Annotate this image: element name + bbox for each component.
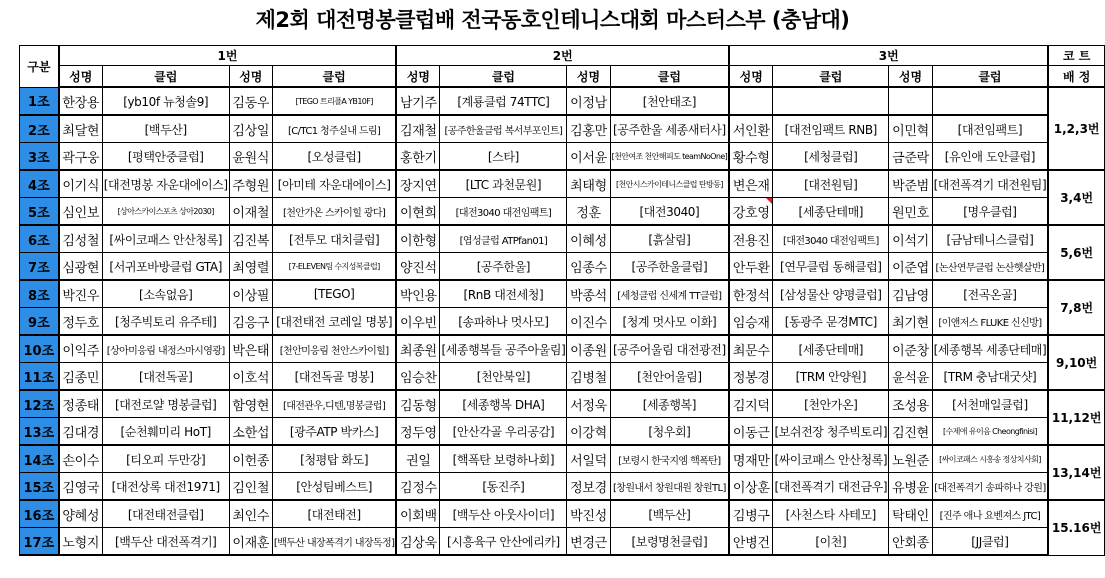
player-name: 이현희 — [396, 198, 440, 226]
player-name: 안두환 — [729, 253, 773, 281]
player-club: [싸이코패스 안산청록] — [773, 445, 889, 473]
player-name: 서정욱 — [567, 390, 610, 418]
group-row — [20, 418, 1105, 446]
player-club: [TRM 충남대굿샷] — [932, 363, 1048, 391]
player-club: [백두산] — [102, 115, 229, 143]
player-name: 김인철 — [229, 473, 272, 501]
header-name: 성명 — [229, 66, 272, 88]
player-name: 최영렬 — [229, 253, 272, 281]
player-name: 김진복 — [229, 225, 272, 253]
player-name: 김영국 — [59, 473, 103, 501]
court-assignment: 11,12번 — [1048, 390, 1104, 445]
player-club: [논산연무클럽 논산햇살반] — [932, 253, 1048, 281]
player-name: 김응구 — [229, 308, 272, 336]
player-name: 김동형 — [396, 390, 440, 418]
player-name: 이상훈 — [729, 473, 773, 501]
player-name: 최기현 — [889, 308, 932, 336]
group-row — [20, 390, 1105, 418]
group-label: 17조 — [20, 528, 59, 556]
player-name: 김홍만 — [567, 115, 610, 143]
player-name: 김남영 — [889, 280, 932, 308]
player-club: [금남테니스클럽] — [932, 225, 1048, 253]
player-name: 김재철 — [396, 115, 440, 143]
player-club: [청주빅토리 유주테] — [102, 308, 229, 336]
header-pair-2: 2번 — [396, 46, 729, 66]
player-name: 주형원 — [229, 170, 272, 198]
player-club: [대전임팩트] — [932, 115, 1048, 143]
player-club: [TRM 안양원] — [773, 363, 889, 391]
bracket-table — [19, 45, 1105, 556]
court-assignment: 1,2,3번 — [1048, 87, 1104, 170]
player-club: [유인애 도안클럽] — [932, 143, 1048, 171]
group-row — [20, 308, 1105, 336]
player-club: [스타] — [440, 143, 567, 171]
player-club: [수제애 유이음 Cheongfinisi] — [932, 418, 1048, 446]
player-name: 전용진 — [729, 225, 773, 253]
player-name: 김상일 — [229, 115, 272, 143]
header-club: 클럽 — [773, 66, 889, 88]
group-label: 1조 — [20, 87, 59, 115]
player-club: [세청클럽 신세계 TT클럽] — [610, 280, 729, 308]
player-club: [삼성물산 양평클럽] — [773, 280, 889, 308]
player-club: [전곡온골] — [932, 280, 1048, 308]
player-name: 한정석 — [729, 280, 773, 308]
player-club: [백두산] — [610, 500, 729, 528]
group-label: 8조 — [20, 280, 59, 308]
player-club: [천안시스카이테니스클럽 탄방동] — [610, 170, 729, 198]
player-club: [TEGO] — [272, 280, 396, 308]
player-name: 이재철 — [229, 198, 272, 226]
player-club: [yb10f 뉴청솔9] — [102, 87, 229, 115]
group-label: 12조 — [20, 390, 59, 418]
player-name: 강호영 — [729, 198, 773, 226]
player-club: [대전원팀] — [773, 170, 889, 198]
player-club: [평택안중클럽] — [102, 143, 229, 171]
player-name: 원민호 — [889, 198, 932, 226]
player-name: 한장용 — [59, 87, 103, 115]
player-name: 정종태 — [59, 390, 103, 418]
group-label: 16조 — [20, 500, 59, 528]
player-name: 심광현 — [59, 253, 103, 281]
player-name: 최종원 — [396, 335, 440, 363]
player-name: 금준락 — [889, 143, 932, 171]
header-pair-3: 3번 — [729, 46, 1048, 66]
player-club: [천안북일] — [440, 363, 567, 391]
header-pair-1: 1번 — [59, 46, 397, 66]
player-name: 홍한기 — [396, 143, 440, 171]
player-name: 김정수 — [396, 473, 440, 501]
header-name: 성명 — [729, 66, 773, 88]
player-club: [청평탑 화도] — [272, 445, 396, 473]
player-club: [보쉬전장 청주빅토리] — [773, 418, 889, 446]
player-name: 정훈 — [567, 198, 610, 226]
player-name: 이종원 — [567, 335, 610, 363]
player-name: 박종석 — [567, 280, 610, 308]
player-club: [대전폭격기 대전원팀] — [932, 170, 1048, 198]
player-club: [대전상록 대전1971] — [102, 473, 229, 501]
player-club: [백두산 대전폭격기] — [102, 528, 229, 556]
player-name: 임종수 — [567, 253, 610, 281]
player-name: 최달현 — [59, 115, 103, 143]
group-label: 4조 — [20, 170, 59, 198]
player-club: [천안태조] — [610, 87, 729, 115]
player-name: 김지덕 — [729, 390, 773, 418]
player-name: 박진우 — [59, 280, 103, 308]
player-club: [오성클럽] — [272, 143, 396, 171]
player-name: 박진성 — [567, 500, 610, 528]
player-club: [TEGO 트리플A YB10F] — [272, 87, 396, 115]
bracket-body — [20, 46, 1105, 556]
player-club: [천안미응림 천안스카이힐] — [272, 335, 396, 363]
player-club: [대전3040] — [610, 198, 729, 226]
player-name: 서일덕 — [567, 445, 610, 473]
player-name: 최인수 — [229, 500, 272, 528]
group-label: 10조 — [20, 335, 59, 363]
player-club: [C/TC1 청주실내 드림] — [272, 115, 396, 143]
player-name: 명재만 — [729, 445, 773, 473]
player-name: 남기주 — [396, 87, 440, 115]
player-club: [세청클럽] — [773, 143, 889, 171]
player-name: 장지연 — [396, 170, 440, 198]
header-court-top: 코 트 — [1048, 46, 1104, 66]
player-club: [천안가온] — [773, 390, 889, 418]
group-row — [20, 280, 1105, 308]
player-name: 정두호 — [59, 308, 103, 336]
player-name: 이상필 — [229, 280, 272, 308]
player-club: [소속없음] — [102, 280, 229, 308]
group-label: 3조 — [20, 143, 59, 171]
header-club: 클럽 — [102, 66, 229, 88]
player-name: 소한섭 — [229, 418, 272, 446]
player-name: 김병구 — [729, 500, 773, 528]
group-row — [20, 143, 1105, 171]
group-row — [20, 473, 1105, 501]
player-name: 이민혁 — [889, 115, 932, 143]
player-club: [시흥육구 안산에리카] — [440, 528, 567, 556]
player-name: 윤석윤 — [889, 363, 932, 391]
player-club: [LTC 과천문원] — [440, 170, 567, 198]
page-title: 제2회 대전명봉클럽배 전국동호인테니스대회 마스터스부 (충남대) — [255, 8, 850, 32]
player-name: 안회종 — [889, 528, 932, 556]
player-name: 김종민 — [59, 363, 103, 391]
group-row — [20, 170, 1105, 198]
player-club: [세종행복] — [610, 390, 729, 418]
player-name — [729, 87, 773, 115]
player-name: 권일 — [396, 445, 440, 473]
player-name: 이혜성 — [567, 225, 610, 253]
group-row — [20, 253, 1105, 281]
player-name: 양진석 — [396, 253, 440, 281]
player-club: [핵폭탄 보령하나회] — [440, 445, 567, 473]
header-name: 성명 — [396, 66, 440, 88]
player-name: 변은재 — [729, 170, 773, 198]
player-name: 박은태 — [229, 335, 272, 363]
group-label: 14조 — [20, 445, 59, 473]
player-club: [청계 멋사모 이화] — [610, 308, 729, 336]
player-club: [이천] — [773, 528, 889, 556]
player-name: 곽구웅 — [59, 143, 103, 171]
player-club: [대전3040 대전임팩트] — [440, 198, 567, 226]
court-assignment: 9,10번 — [1048, 335, 1104, 390]
player-club: [공주한울클럽 복서부포인트] — [440, 115, 567, 143]
player-club: [동진주] — [440, 473, 567, 501]
player-name: 이호석 — [229, 363, 272, 391]
player-club: [대전태전 코레일 명봉] — [272, 308, 396, 336]
player-name: 이회백 — [396, 500, 440, 528]
player-name: 이우빈 — [396, 308, 440, 336]
player-club: [천안여조 천안해피도 teamNoOne] — [610, 143, 729, 171]
header-club: 클럽 — [272, 66, 396, 88]
header-row-columns — [20, 66, 1105, 88]
group-row — [20, 198, 1105, 226]
player-club: [대전독골 명봉] — [272, 363, 396, 391]
player-club: [안산각골 우리공감] — [440, 418, 567, 446]
player-name: 이준창 — [889, 335, 932, 363]
player-name: 서인환 — [729, 115, 773, 143]
player-club: [상아미응림 내정스마시영광] — [102, 335, 229, 363]
player-club: [싸이코패스 시흥송 정상치사회] — [932, 445, 1048, 473]
player-name: 최태형 — [567, 170, 610, 198]
player-name: 손이수 — [59, 445, 103, 473]
player-club: [대전임팩트 RNB] — [773, 115, 889, 143]
player-club — [773, 87, 889, 115]
player-club: [JJ클럽] — [932, 528, 1048, 556]
player-club: [대전폭격기 대전금우] — [773, 473, 889, 501]
group-label: 2조 — [20, 115, 59, 143]
group-label: 13조 — [20, 418, 59, 446]
player-club: [백두산 아웃사이더] — [440, 500, 567, 528]
header-club: 클럽 — [440, 66, 567, 88]
player-club: [천안가온 스카이힐 광다] — [272, 198, 396, 226]
group-row — [20, 115, 1105, 143]
player-club: [세종행복 DHA] — [440, 390, 567, 418]
group-label: 6조 — [20, 225, 59, 253]
player-name: 노형지 — [59, 528, 103, 556]
player-club: [전투모 대치클럽] — [272, 225, 396, 253]
group-label: 9조 — [20, 308, 59, 336]
player-name: 이기식 — [59, 170, 103, 198]
player-name — [889, 87, 932, 115]
player-club: [서천매일클럽] — [932, 390, 1048, 418]
player-club: [대전관우,디텐,명봉클럽] — [272, 390, 396, 418]
player-club: [싸이코패스 안산청록] — [102, 225, 229, 253]
player-name: 함영현 — [229, 390, 272, 418]
group-row — [20, 87, 1105, 115]
player-name: 최문수 — [729, 335, 773, 363]
player-club: [동광주 문경MTC] — [773, 308, 889, 336]
player-club: [진주 애나 요벤져스 JTC] — [932, 500, 1048, 528]
player-name: 이한형 — [396, 225, 440, 253]
player-club: [흙살림] — [610, 225, 729, 253]
player-club: [보령명천클럽] — [610, 528, 729, 556]
player-name: 이헌종 — [229, 445, 272, 473]
player-club: [대전폭격기 송파하나 강원] — [932, 473, 1048, 501]
player-name: 정두영 — [396, 418, 440, 446]
player-club: [대전로얄 명봉클럽] — [102, 390, 229, 418]
player-club: [티오피 두만강] — [102, 445, 229, 473]
player-name: 조성용 — [889, 390, 932, 418]
header-club: 클럽 — [932, 66, 1048, 88]
player-club: [대전3040 대전임팩트] — [773, 225, 889, 253]
player-name: 박준범 — [889, 170, 932, 198]
player-club: [송파하나 멋사모] — [440, 308, 567, 336]
player-name: 김병철 — [567, 363, 610, 391]
player-name: 이정남 — [567, 87, 610, 115]
player-name: 이익주 — [59, 335, 103, 363]
player-club: [명우클럽] — [932, 198, 1048, 226]
player-name: 김진현 — [889, 418, 932, 446]
player-club: [이앤저스 FLUKE 신신방] — [932, 308, 1048, 336]
player-name: 윤원식 — [229, 143, 272, 171]
player-club: [상아스카이스포츠 상아2030] — [102, 198, 229, 226]
player-club: [아미테 자운대에이스] — [272, 170, 396, 198]
header-name: 성명 — [889, 66, 932, 88]
player-club: [천안어울림] — [610, 363, 729, 391]
player-club: [광주ATP 박카스] — [272, 418, 396, 446]
group-row — [20, 225, 1105, 253]
player-name: 탁태인 — [889, 500, 932, 528]
player-club: [엽성클럽 ATPfan01] — [440, 225, 567, 253]
player-club — [932, 87, 1048, 115]
group-label: 5조 — [20, 198, 59, 226]
group-row — [20, 528, 1105, 556]
header-name: 성명 — [59, 66, 103, 88]
header-row-pairs — [20, 46, 1105, 66]
player-club: [사천스타 사테모] — [773, 500, 889, 528]
player-club: [보령시 한국지엠 핵폭탄] — [610, 445, 729, 473]
player-club: [세종행복들 공주아울림] — [440, 335, 567, 363]
player-club: [청우회] — [610, 418, 729, 446]
player-club: [대전독골] — [102, 363, 229, 391]
player-club: [RnB 대전세청] — [440, 280, 567, 308]
player-name: 노원준 — [889, 445, 932, 473]
player-club: [대전명봉 자운대에이스] — [102, 170, 229, 198]
court-assignment: 15.16번 — [1048, 500, 1104, 555]
header-name: 성명 — [567, 66, 610, 88]
player-name: 이석기 — [889, 225, 932, 253]
player-name: 박인용 — [396, 280, 440, 308]
player-name: 김상욱 — [396, 528, 440, 556]
player-club: [공주한울 세종새터사] — [610, 115, 729, 143]
player-name: 김성철 — [59, 225, 103, 253]
player-name: 황수형 — [729, 143, 773, 171]
player-club: [서귀포바방클럽 GTA] — [102, 253, 229, 281]
group-row — [20, 363, 1105, 391]
group-row — [20, 500, 1105, 528]
group-label: 7조 — [20, 253, 59, 281]
header-club: 클럽 — [610, 66, 729, 88]
player-name: 변경근 — [567, 528, 610, 556]
player-club: [순천훼미리 HoT] — [102, 418, 229, 446]
player-name: 안병건 — [729, 528, 773, 556]
player-name: 심인보 — [59, 198, 103, 226]
header-court-bottom: 배 정 — [1048, 66, 1104, 88]
player-club: [공주어울림 대전광전] — [610, 335, 729, 363]
player-name: 이준엽 — [889, 253, 932, 281]
group-row — [20, 335, 1105, 363]
player-name: 임승재 — [729, 308, 773, 336]
court-assignment: 7,8번 — [1048, 280, 1104, 335]
player-name: 정보경 — [567, 473, 610, 501]
player-name: 이강혁 — [567, 418, 610, 446]
player-club: [연무클럽 동해클럽] — [773, 253, 889, 281]
court-assignment: 13,14번 — [1048, 445, 1104, 500]
player-name: 이동근 — [729, 418, 773, 446]
court-assignment: 5,6번 — [1048, 225, 1104, 280]
player-club: [창원내서 창원대원 창원TL] — [610, 473, 729, 501]
player-name: 정봉경 — [729, 363, 773, 391]
player-name: 이진수 — [567, 308, 610, 336]
player-name: 김대경 — [59, 418, 103, 446]
player-club: [계룡클럽 74TTC] — [440, 87, 567, 115]
player-club: [공주한울] — [440, 253, 567, 281]
player-club: [세종행복 세종단테매] — [932, 335, 1048, 363]
player-club: [7-ELEVEN팀 수지성복클럽] — [272, 253, 396, 281]
court-assignment: 3,4번 — [1048, 170, 1104, 225]
player-club: [세종단테매] — [773, 198, 889, 226]
player-club: [백두산 내장폭격기 내장독정] — [272, 528, 396, 556]
group-row — [20, 445, 1105, 473]
player-name: 이서윤 — [567, 143, 610, 171]
group-label: 15조 — [20, 473, 59, 501]
player-club: [대전태전] — [272, 500, 396, 528]
player-club: [공주한울클럽] — [610, 253, 729, 281]
player-club: [세종단테매] — [773, 335, 889, 363]
player-club: [안성팀베스트] — [272, 473, 396, 501]
group-label: 11조 — [20, 363, 59, 391]
player-name: 이재훈 — [229, 528, 272, 556]
player-name: 김동우 — [229, 87, 272, 115]
player-name: 양혜성 — [59, 500, 103, 528]
player-name: 유병윤 — [889, 473, 932, 501]
player-club: [대전태전클럽] — [102, 500, 229, 528]
player-name: 임승찬 — [396, 363, 440, 391]
header-gubun: 구분 — [20, 46, 59, 88]
